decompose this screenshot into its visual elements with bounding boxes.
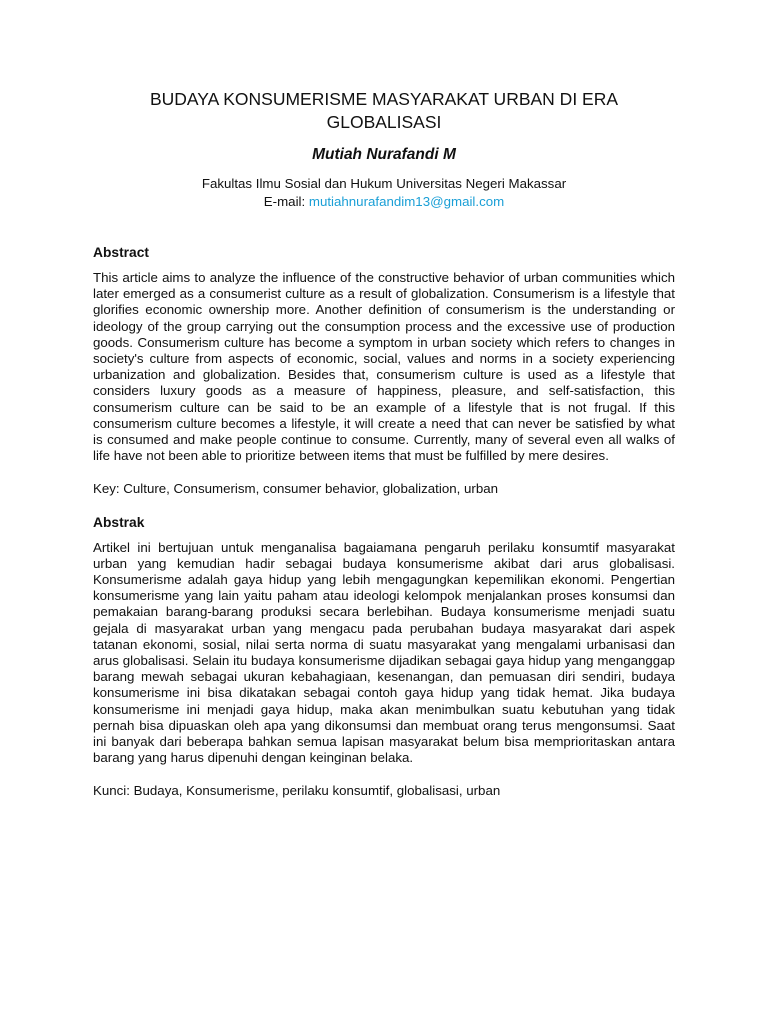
abstrak-text: Artikel ini bertujuan untuk menganalisa bagaiamana pengaruh perilaku konsumtif masyarakat urban yang kemudian hadir sebagai budaya konsumerisme akibat dari arus globalisasi. Konsumerisme adalah gaya hidup yang lebih mengagungkan kepemilikan ekonomi. Pengertian konsumerisme yang lain yaitu paham atau ideologi kelompok menjalankan proses konsumsi dan pemakaian barang-barang produksi secara berlebihan. Budaya konsumerisme menjadi suatu gejala di masyarakat urban yang mengacu pada perubahan budaya masyarakat dari aspek tatanan ekonomi, sosial, nilai serta norma di suatu masyarakat yang mengalami urbanisasi dan arus globalisasi. Selain itu budaya konsumerisme dijadikan sebagai gaya hidup yang menganggap barang mewah sebagai ukuran kebahagiaan, kesenangan, dan pemuasan diri sendiri, budaya konsumerisme ini bisa dikatakan sebagai contoh gaya hidup yang tidak hemat. Jika budaya konsumerisme ini menjadi gaya hidup, maka akan menimbulkan suatu kebutuhan yang tidak pernah bisa dipuaskan oleh apa yang dikonsumsi dan membuat orang terus mengonsumsi. Saat ini banyak dari beberapa bahkan semua lapisan masyarakat belum bisa memprioritaskan antara barang yang harus dipenuhi dengan keinginan belaka.	[93, 539, 675, 766]
paper-title-line-1: BUDAYA KONSUMERISME MASYARAKAT URBAN DI ERA	[149, 89, 619, 109]
abstrak-heading: Abstrak	[93, 514, 145, 530]
abstract-keywords: Key: Culture, Consumerism, consumer behavior, globalization, urban	[93, 481, 499, 497]
paper-title-line-2: GLOBALISASI	[326, 112, 442, 132]
paper-page	[93, 88, 675, 800]
author-name: Mutiah Nurafandi M	[312, 146, 456, 163]
author-email-line	[93, 193, 675, 211]
abstrak-keywords: Kunci: Budaya, Konsumerisme, perilaku konsumtif, globalisasi, urban	[93, 783, 501, 799]
email-link[interactable]: mutiahnurafandim13@gmail.com	[308, 194, 505, 209]
email-label: E-mail:	[263, 194, 309, 209]
abstract-text: This article aims to analyze the influence of the constructive behavior of urban communities which later emerged as a consumerist culture as a result of globalization. Consumerism is a lifestyle that glorifies economic ownership more. Another definition of consumerism is the understanding or ideology of the group carrying out the consumption process and the excessive use of production goods. Consumerism culture has become a symptom in urban society which refers to changes in society's culture from aspects of economic, social, values and norms in a society experiencing urbanization and globalization. Besides that, consumerism culture is used as a lifestyle that considers luxury goods as a measure of happiness, pleasure, and self-satisfaction, this consumerism culture can be said to be an example of a lifestyle that is not frugal. If this consumerism culture becomes a lifestyle, it will create a need that can never be satisfied by what is consumed and make people continue to consume. Currently, many of several even all walks of life have not been able to prioritize between items that must be fulfilled by mere desires.	[93, 270, 675, 464]
paper-title	[93, 88, 675, 134]
author-affiliation: Fakultas Ilmu Sosial dan Hukum Universitas Negeri Makassar	[201, 176, 567, 191]
abstract-heading: Abstract	[93, 245, 149, 260]
